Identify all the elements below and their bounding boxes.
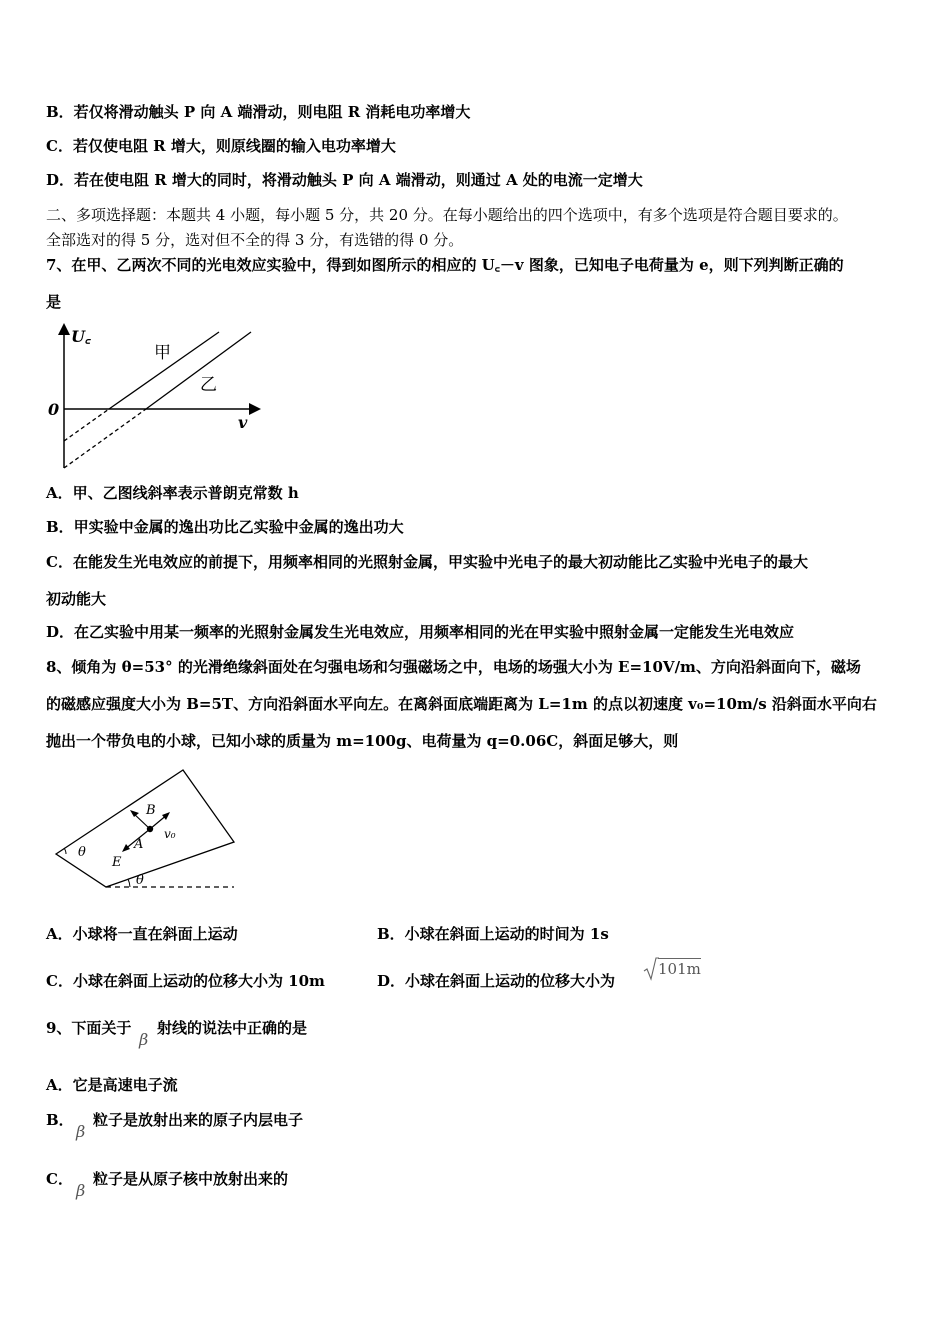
q8-option-d: D．小球在斜面上运动的位移大小为 xyxy=(377,972,616,990)
arrow-v0-head xyxy=(162,812,170,820)
label-a: A xyxy=(134,837,144,852)
arrow-b-head xyxy=(130,810,139,817)
section-2-heading-cont: 全部选对的得 5 分，选对但不全的得 3 分，有选错的得 0 分。 xyxy=(46,231,464,249)
q9-option-a: A．它是高速电子流 xyxy=(46,1076,178,1094)
q7-option-b: B．甲实验中金属的逸出功比乙实验中金属的逸出功大 xyxy=(46,518,404,536)
label-e: E xyxy=(112,855,122,870)
q9-stem-tail: 射线的说法中正确的是 xyxy=(157,1019,308,1037)
q6-option-c: C．若仅使电阻 R 增大，则原线圈的输入电功率增大 xyxy=(46,137,396,155)
q9-option-c-label: C． xyxy=(46,1170,73,1188)
q8-option-c: C．小球在斜面上运动的位移大小为 10m xyxy=(46,972,325,990)
q8-figure xyxy=(56,768,246,896)
origin-label: 0 xyxy=(48,400,60,419)
q7-option-c: C．在能发生光电效应的前提下，用频率相同的光照射金属，甲实验中光电子的最大初动能比乙实验中光电子的最大 xyxy=(46,553,808,571)
q6-option-b: B．若仅将滑动触头 P 向 A 端滑动，则电阻 R 消耗电功率增大 xyxy=(46,103,471,121)
label-jia: 甲 xyxy=(154,343,171,363)
q7-stem-cont: 是 xyxy=(46,293,62,311)
q9-option-c: 粒子是从原子核中放射出来的 xyxy=(93,1170,289,1188)
label-theta-bottom: θ xyxy=(136,873,144,888)
incline-plane xyxy=(56,770,234,887)
q7-option-a: A．甲、乙图线斜率表示普朗克常数 h xyxy=(46,484,299,502)
q8-d-value: 101m xyxy=(658,960,701,978)
label-v0: v₀ xyxy=(164,827,176,841)
q8-stem-cont2: 抛出一个带负电的小球，已知小球的质量为 m=100g、电荷量为 q=0.06C，斜面足够大，则 xyxy=(46,732,679,750)
q7-stem: 7、在甲、乙两次不同的光电效应实验中，得到如图所示的相应的 U꜀－v 图象，已知电子电荷量为 e，则下列判断正确的 xyxy=(46,256,844,274)
line-yi-dashed xyxy=(64,409,146,468)
q9-stem: 9、下面关于 xyxy=(46,1019,132,1037)
sqrt-symbol xyxy=(643,956,659,982)
y-axis-label: U꜀ xyxy=(71,327,91,346)
theta-arc-left xyxy=(64,848,66,854)
label-b: B xyxy=(146,803,156,818)
q9-option-b: 粒子是放射出来的原子内层电子 xyxy=(93,1111,304,1129)
q8-option-b: B．小球在斜面上运动的时间为 1s xyxy=(377,925,609,943)
q7-option-c-cont: 初动能大 xyxy=(46,590,107,608)
q6-option-d: D．若在使电阻 R 增大的同时，将滑动触头 P 向 A 端滑动，则通过 A 处的电流一定增大 xyxy=(46,171,643,189)
beta-symbol: β xyxy=(76,1122,86,1141)
label-yi: 乙 xyxy=(200,375,217,395)
q8-stem: 8、倾角为 θ=53° 的光滑绝缘斜面处在匀强电场和匀强磁场之中，电场的场强大小为 E=10V/m、方向沿斜面向下，磁场 xyxy=(46,658,861,676)
q9-option-b-label: B． xyxy=(46,1111,74,1129)
section-2-heading: 二、多项选择题：本题共 4 小题，每小题 5 分，共 20 分。在每小题给出的四个选项中，有多个选项是符合题目要求的。 xyxy=(46,206,848,224)
label-theta-left: θ xyxy=(78,845,86,860)
q8-option-a: A．小球将一直在斜面上运动 xyxy=(46,925,238,943)
beta-symbol: β xyxy=(76,1181,86,1200)
line-jia-dashed xyxy=(64,409,109,441)
q7-figure xyxy=(46,322,266,472)
q8-stem-cont1: 的磁感应强度大小为 B=5T、方向沿斜面水平向左。在离斜面底端距离为 L=1m 的点以初速度 v₀=10m/s 沿斜面水平向右 xyxy=(46,695,877,713)
theta-arc-bottom xyxy=(128,879,130,887)
x-axis-label: v xyxy=(238,413,248,432)
arrow-e-head xyxy=(122,844,130,852)
beta-symbol: β xyxy=(139,1030,149,1049)
q7-option-d: D．在乙实验中用某一频率的光照射金属发生光电效应，用频率相同的光在甲实验中照射金属一定能发生光电效应 xyxy=(46,623,795,641)
